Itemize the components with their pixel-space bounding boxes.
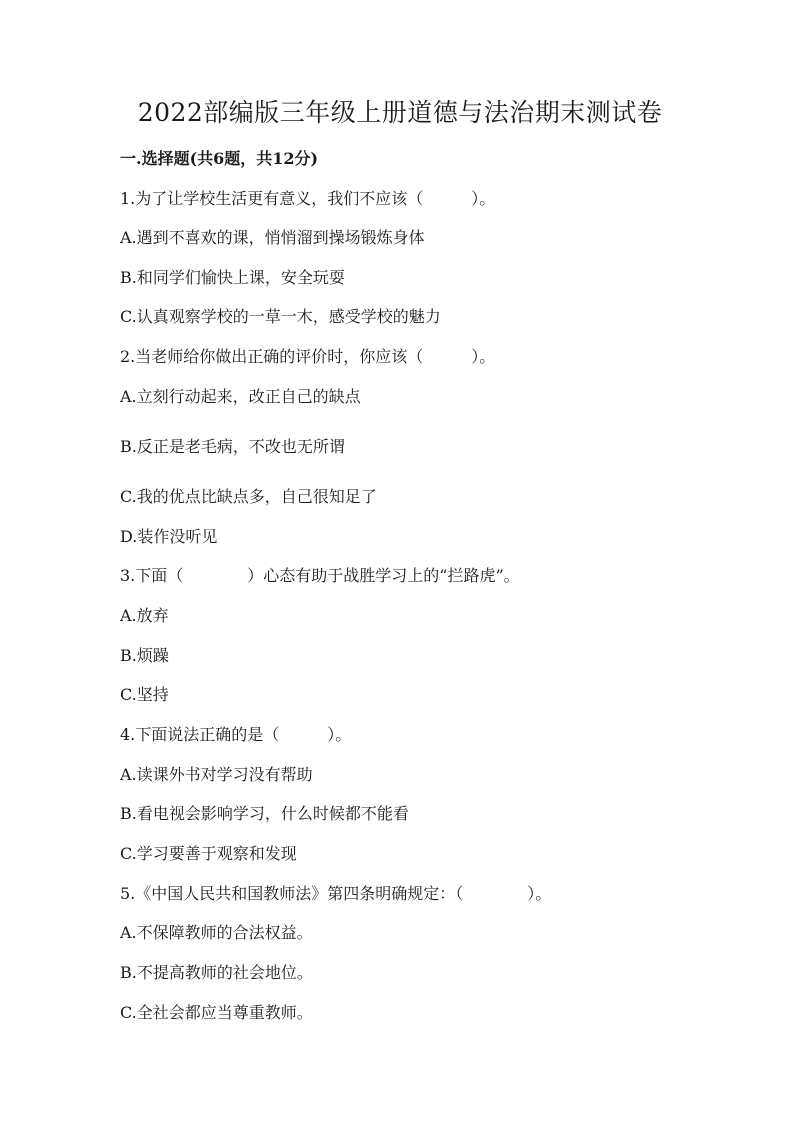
question-3-option-b: B.烦躁 [120, 646, 169, 665]
question-2-option-c: C.我的优点比缺点多，自己很知足了 [120, 487, 377, 506]
question-2-stem: 2.当老师给你做出正确的评价时，你应该（ ）。 [120, 347, 496, 366]
question-4-option-b: B.看电视会影响学习，什么时候都不能看 [120, 804, 409, 823]
question-3-option-a: A.放弃 [120, 606, 169, 625]
section-heading: 一.选择题(共6题，共12分) [120, 149, 319, 168]
question-2-option-a: A.立刻行动起来，改正自己的缺点 [120, 387, 361, 406]
question-4-option-a: A.读课外书对学习没有帮助 [120, 765, 313, 784]
question-3-stem: 3.下面（ ）心态有助于战胜学习上的“拦路虎”。 [120, 566, 520, 585]
question-5-option-c: C.全社会都应当尊重教师。 [120, 1003, 313, 1022]
page-title: 2022部编版三年级上册道德与法治期末测试卷 [137, 98, 663, 127]
question-5-option-b: B.不提高教师的社会地位。 [120, 963, 313, 982]
question-1-option-c: C.认真观察学校的一草一木，感受学校的魅力 [120, 307, 441, 326]
question-1-option-b: B.和同学们愉快上课，安全玩耍 [120, 268, 345, 287]
question-2-option-d: D.装作没听见 [120, 527, 218, 546]
question-5-option-a: A.不保障教师的合法权益。 [120, 923, 313, 942]
question-3-option-c: C.坚持 [120, 685, 169, 704]
question-1-stem: 1.为了让学校生活更有意义，我们不应该（ ）。 [120, 189, 496, 208]
question-4-option-c: C.学习要善于观察和发现 [120, 844, 297, 863]
question-1-option-a: A.遇到不喜欢的课，悄悄溜到操场锻炼身体 [120, 228, 425, 247]
question-5-stem: 5.《中国人民共和国教师法》第四条明确规定：（ ）。 [120, 884, 552, 903]
question-2-option-b: B.反正是老毛病，不改也无所谓 [120, 437, 345, 456]
question-4-stem: 4.下面说法正确的是（ ）。 [120, 725, 352, 744]
